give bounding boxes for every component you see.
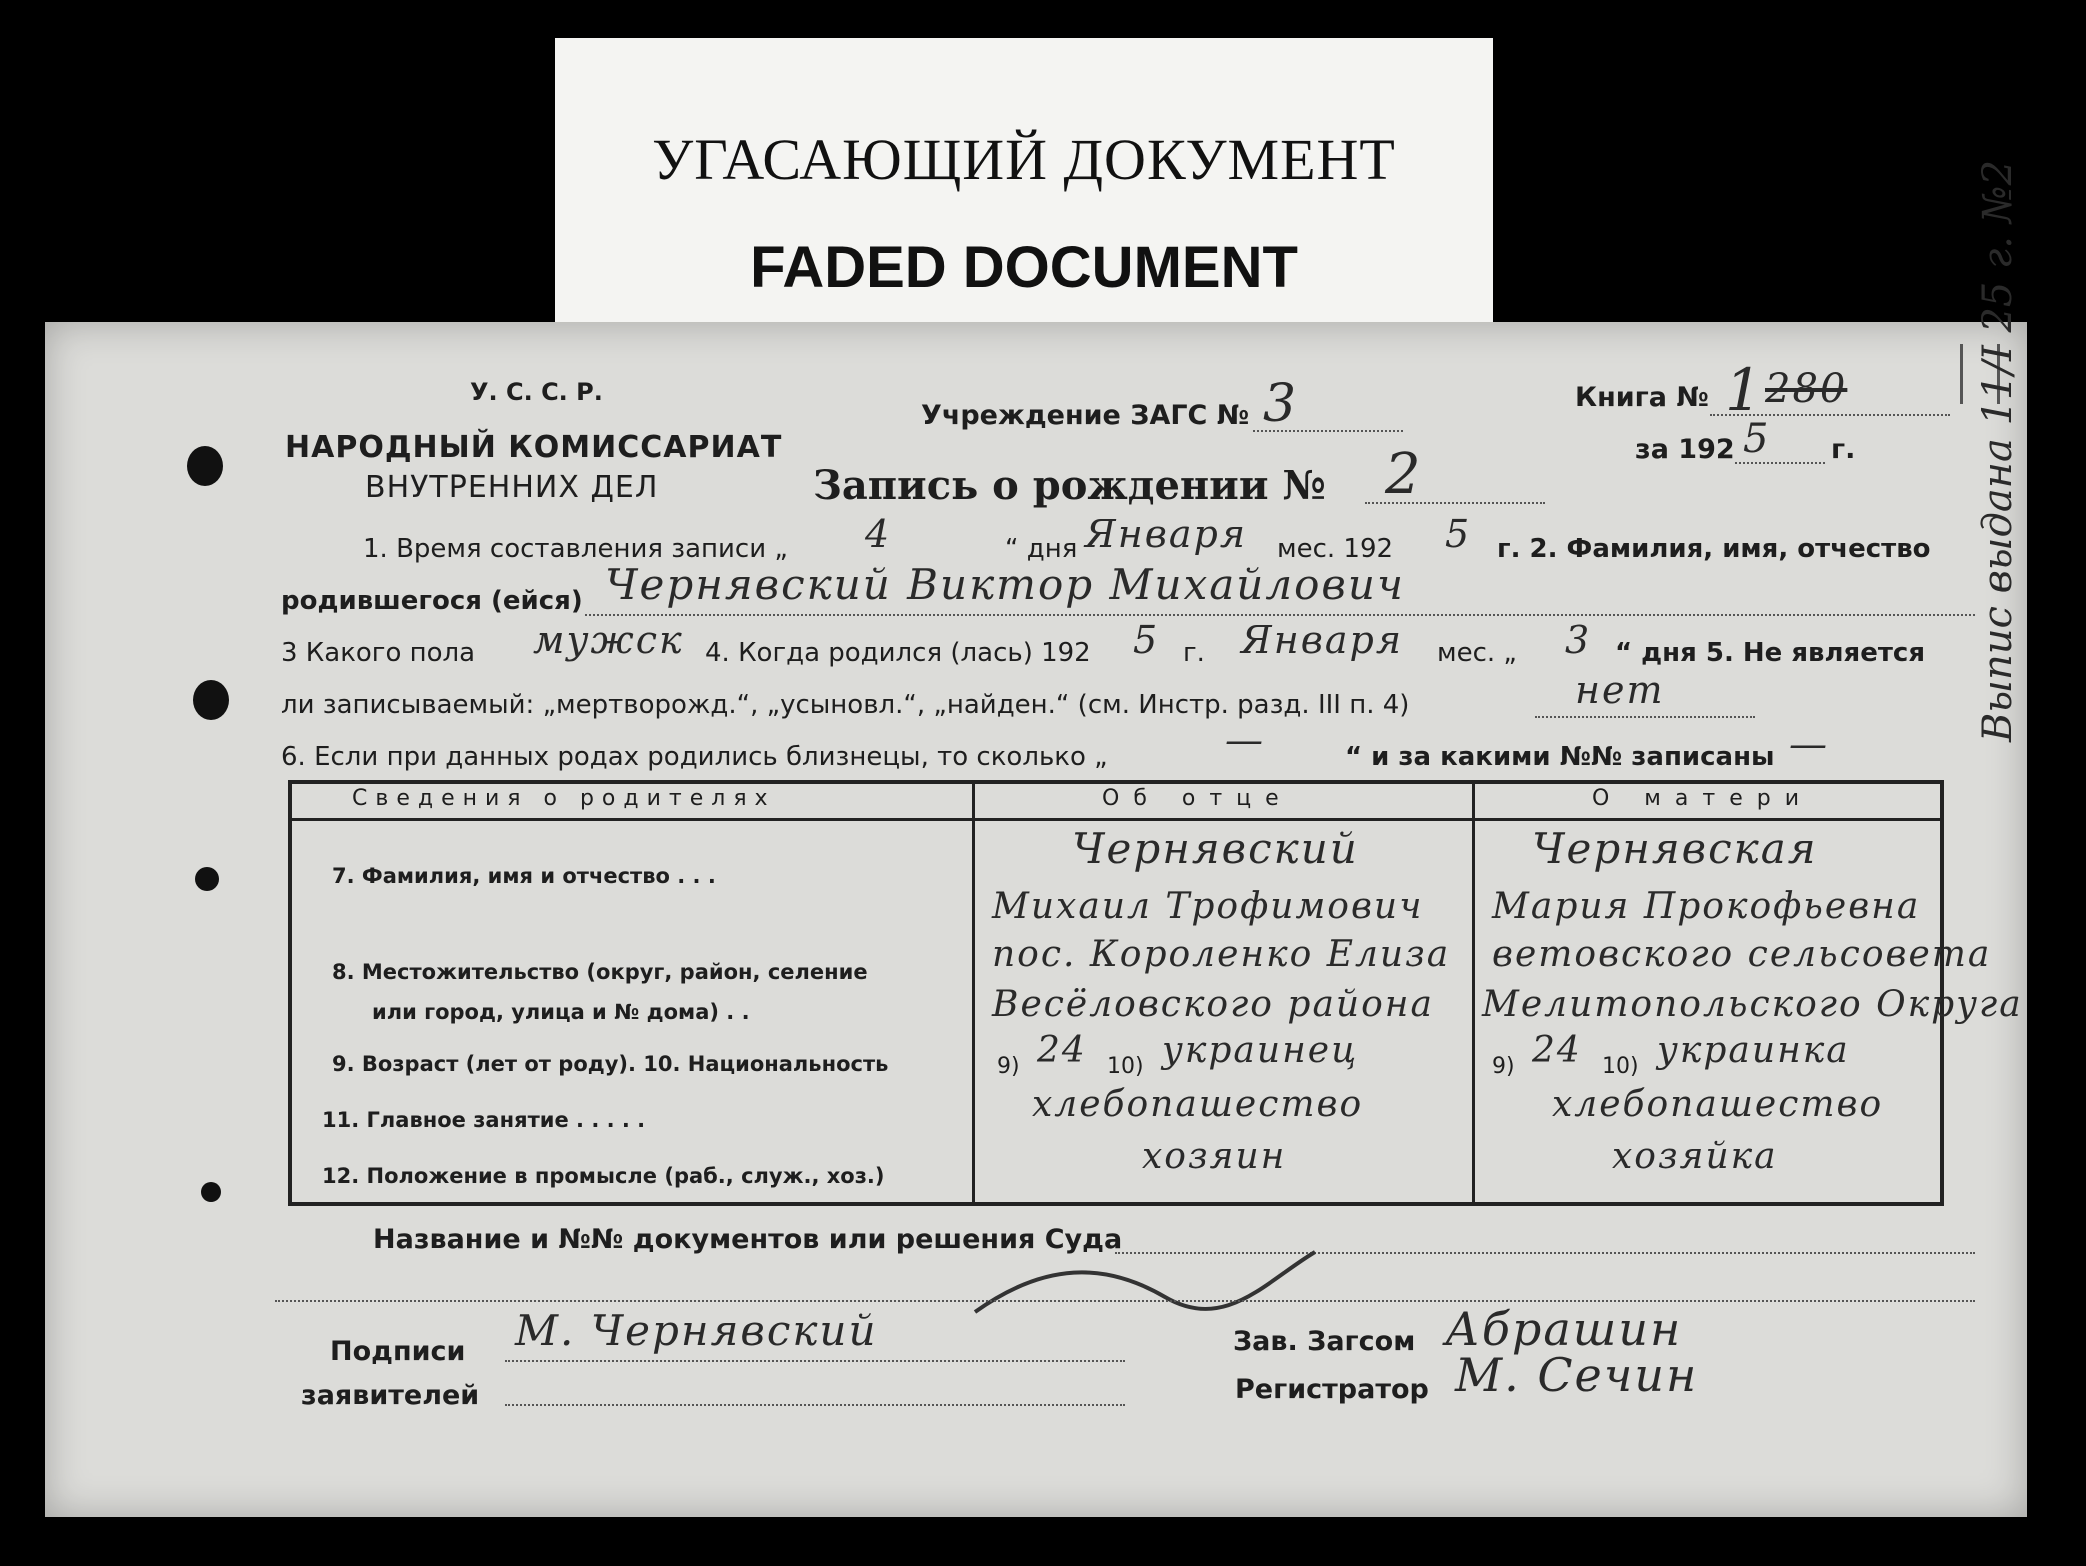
record-month: Января xyxy=(1085,512,1247,556)
label-title-ru: УГАСАЮЩИЙ ДОКУМЕНТ xyxy=(652,127,1396,192)
field-5-question: ли записываемый: „мертворожд.“, „усыновл.“, „найден.“ (см. Инстр. разд. III п. 4) xyxy=(281,690,1410,720)
table-divider xyxy=(972,784,975,1202)
child-name: Чернявский Виктор Михайлович xyxy=(605,560,1406,609)
field-1-month-label: мес. 192 xyxy=(1277,534,1394,564)
faded-document-label xyxy=(555,38,1493,338)
mother-name: Мария Прокофьевна xyxy=(1492,886,1921,927)
father-occupation: хлебопашество xyxy=(1032,1084,1364,1125)
punch-hole-icon xyxy=(201,1182,221,1202)
mother-occupation: хлебопашество xyxy=(1552,1084,1884,1125)
father-nationality-prefix: 10) xyxy=(1107,1054,1144,1079)
father-position: хозяин xyxy=(1142,1136,1287,1177)
field-6-label: 6. Если при данных родах родились близнецы, то сколько „ xyxy=(281,742,1108,772)
parents-table xyxy=(288,780,2023,1206)
father-age-prefix: 9) xyxy=(997,1054,1020,1079)
book-number-crossed: 280 xyxy=(1765,366,1848,412)
mother-age-prefix: 9) xyxy=(1492,1054,1515,1079)
mother-age: 24 xyxy=(1532,1030,1582,1071)
applicant-signature: М. Чернявский xyxy=(515,1306,878,1355)
record-number-line xyxy=(1365,502,1545,504)
mother-address-1: ветовского сельсовета xyxy=(1492,934,1992,975)
row-9-label: 9. Возраст (лет от роду). 10. Национальность xyxy=(332,1052,889,1076)
label-title-en: FADED DOCUMENT xyxy=(750,235,1298,300)
signatures-label-2: заявителей xyxy=(301,1380,480,1411)
court-docs-line-2 xyxy=(275,1300,1975,1302)
record-title: Запись о рождении № xyxy=(813,462,1326,509)
commissariat-line-1: НАРОДНЫЙ КОМИССАРИАТ xyxy=(285,430,783,465)
table-divider xyxy=(1472,784,1475,1202)
row-11-label: 11. Главное занятие . . . . . xyxy=(322,1108,646,1132)
father-age: 24 xyxy=(1037,1030,1087,1071)
twins-count: — xyxy=(1225,718,1265,762)
applicant-signature-line xyxy=(505,1360,1125,1362)
signatures-label-1: Подписи xyxy=(330,1336,466,1367)
father-address-1: пос. Короленко Елиза xyxy=(992,934,1451,975)
zags-label: Учреждение ЗАГС № xyxy=(921,400,1250,431)
court-docs-label: Название и №№ документов или решения Суда xyxy=(373,1224,1123,1255)
year-prefix: за 192 xyxy=(1635,434,1735,465)
field-1-day-label: “ дня xyxy=(1005,534,1078,564)
head-signature: Абрашин xyxy=(1445,1302,1683,1356)
field-4-month-label: мес. „ xyxy=(1437,638,1517,668)
record-year-digit: 5 xyxy=(1445,512,1472,556)
row-7-label: 7. Фамилия, имя и отчество . . . xyxy=(332,864,716,888)
commissariat-line-2: ВНУТРЕННИХ ДЕЛ xyxy=(365,470,659,505)
book-number: 1 xyxy=(1725,356,1764,424)
birth-month: Января xyxy=(1241,618,1403,662)
registrar-label: Регистратор xyxy=(1235,1374,1429,1405)
applicant-signature-line-2 xyxy=(505,1404,1125,1406)
field-3-label: 3 Какого пола xyxy=(281,638,476,668)
mother-position: хозяйка xyxy=(1612,1136,1778,1177)
father-surname: Чернявский xyxy=(1072,824,1359,873)
father-name: Михаил Трофимович xyxy=(992,886,1424,927)
stillborn-answer: нет xyxy=(1575,668,1665,712)
punch-hole-icon xyxy=(195,867,219,891)
field-2-label: родившегося (ейся) xyxy=(281,586,583,616)
col-header-mother: О матери xyxy=(1592,786,1814,811)
side-note: Выпис выдана 11/I 25 г. №2 xyxy=(1975,159,2021,742)
sex-value: мужск xyxy=(533,618,684,662)
field-6-rest: “ и за какими №№ записаны xyxy=(1345,742,1775,772)
court-docs-dash-stroke xyxy=(965,1242,1325,1332)
table-header-divider xyxy=(292,818,1940,821)
father-nationality: украинец xyxy=(1162,1030,1359,1071)
col-header-father: Об отце xyxy=(1102,786,1293,811)
mother-nationality-prefix: 10) xyxy=(1602,1054,1639,1079)
zags-number: 3 xyxy=(1263,374,1299,434)
row-8-label-a: 8. Местожительство (округ, район, селение xyxy=(332,960,868,984)
punch-hole-icon xyxy=(187,446,223,486)
stillborn-line xyxy=(1535,716,1755,718)
book-label: Книга № xyxy=(1575,382,1709,413)
record-number: 2 xyxy=(1385,442,1423,507)
col-header-info: Сведения о родителях xyxy=(352,786,776,811)
mother-surname: Чернявская xyxy=(1532,824,1818,873)
republic-label: У. С. С. Р. xyxy=(470,378,603,406)
year-suffix: г. xyxy=(1831,434,1856,465)
punch-hole-icon xyxy=(193,680,229,720)
child-name-line xyxy=(585,614,1975,616)
row-12-label: 12. Положение в промысле (раб., служ., хоз.) xyxy=(322,1164,885,1188)
field-4-label: 4. Когда родился (лась) 192 xyxy=(705,638,1091,668)
zags-number-line xyxy=(1253,430,1403,432)
field-1-label: 1. Время составления записи „ xyxy=(363,534,788,564)
mother-address-2: Мелитопольского Округа xyxy=(1482,984,2023,1025)
field-1-rest: г. 2. Фамилия, имя, отчество xyxy=(1497,534,1931,564)
field-4-year-suffix: г. xyxy=(1183,638,1205,668)
year-digit: 5 xyxy=(1743,416,1771,462)
father-address-2: Весёловского района xyxy=(992,984,1434,1025)
birth-day: 3 xyxy=(1565,618,1592,662)
year-line xyxy=(1735,462,1825,464)
record-day: 4 xyxy=(865,512,892,556)
twins-records: — xyxy=(1789,722,1829,766)
birth-year-digit: 5 xyxy=(1133,618,1160,662)
registrar-signature: М. Сечин xyxy=(1455,1348,1699,1402)
field-5-label: “ дня 5. Не является xyxy=(1615,638,1926,668)
mother-nationality: украинка xyxy=(1657,1030,1850,1071)
head-label: Зав. Загсом xyxy=(1233,1326,1416,1357)
row-8-label-b: или город, улица и № дома) . . xyxy=(372,1000,750,1024)
